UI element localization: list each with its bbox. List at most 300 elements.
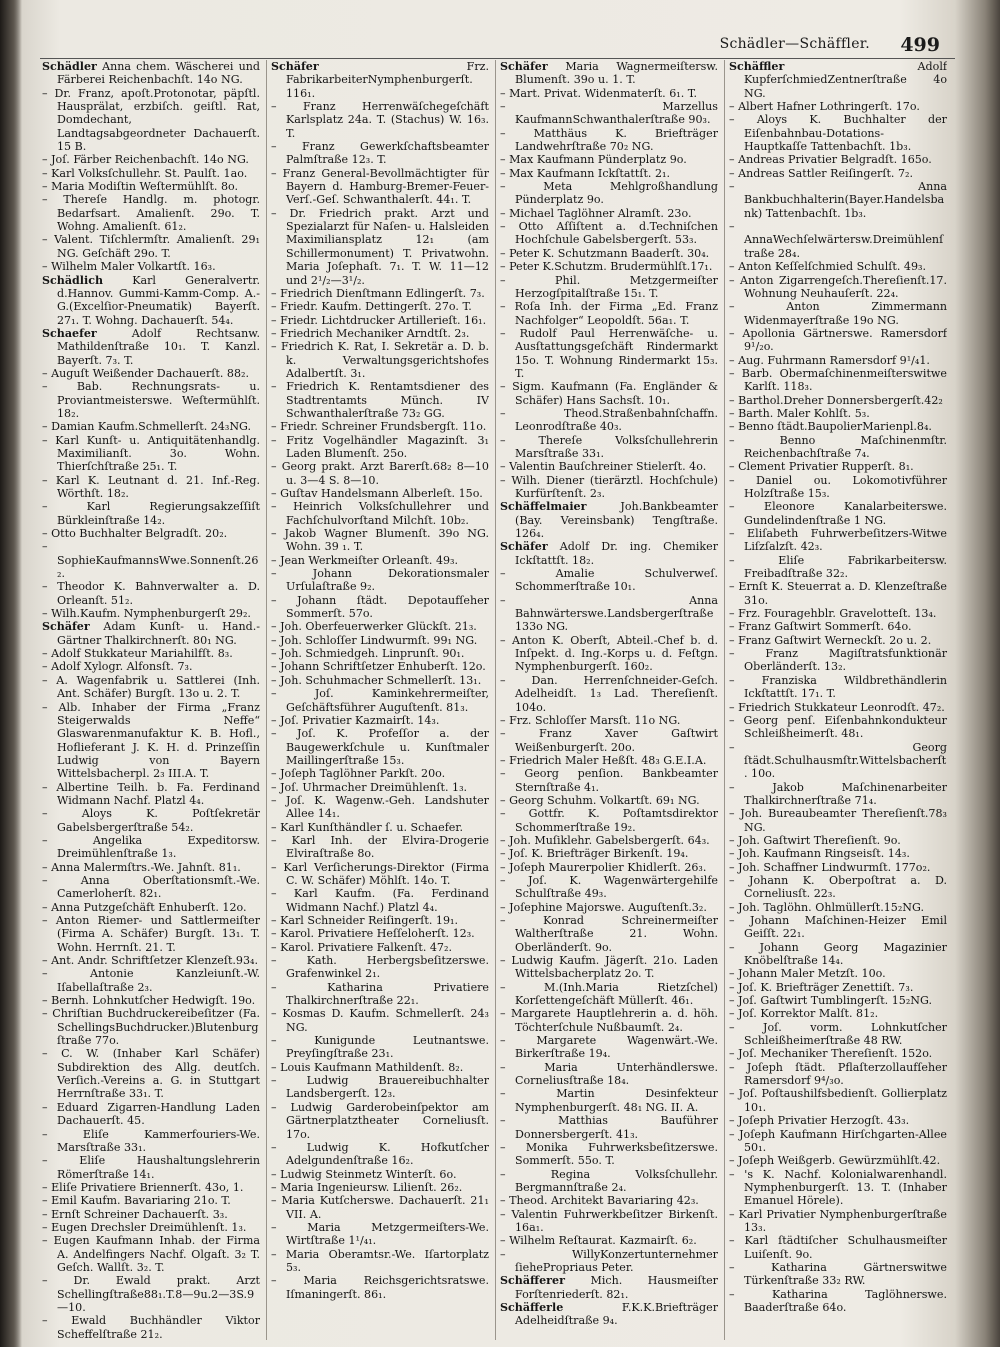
directory-entry: [271, 567, 489, 594]
entry-text: – Dr. Friedrich prakt. Arzt und Spezialarzt für Naſen- u. Halsleiden Maximiliansplatz 12₁ (am Schillermonument) T. Privatwohn. Maria Joſephaſt. 7₁. T. W. 11—12 und 2¹/₂—3¹/₂.: [271, 206, 489, 287]
directory-entry: [500, 1168, 718, 1195]
directory-entry: [271, 554, 489, 567]
directory-entry: [500, 834, 718, 847]
directory-entry: [729, 847, 947, 860]
entry-text: Adolf KupferſchmiedZentnerſtraße 4o NG.: [744, 60, 947, 100]
directory-entry: [42, 647, 260, 660]
directory-entry: [729, 1168, 947, 1208]
directory-entry: [500, 794, 718, 807]
entry-text: – Georg Schuhm. Volkartſt. 69₁ NG.: [500, 793, 700, 807]
entry-text: – Angelika Expeditorsw. Dreimühlenſtraße 1₃.: [42, 833, 260, 861]
entry-text: – WillyKonzertunternehmer ſiehePropriaus Peter.: [500, 1247, 718, 1274]
entry-text: – Michael Taglöhner Alramſt. 23o.: [500, 206, 692, 220]
directory-entry: [729, 701, 947, 714]
entry-text: – Joſeph Privatier Herzogſt. 43₃.: [729, 1114, 910, 1128]
directory-entry: [42, 1128, 260, 1155]
directory-entry: [500, 1114, 718, 1141]
directory-entry: [271, 1101, 489, 1141]
entry-text: – Clement Privatier Rupperſt. 8₁.: [729, 460, 914, 474]
directory-entry: [729, 434, 947, 461]
directory-entry: [42, 914, 260, 954]
entry-text: – Eugen Drechsler Dreimühlenſt. 1₃.: [42, 1220, 247, 1234]
entry-text: – Karl Privatier Nymphenburgerſtraße 13₃.: [729, 1207, 947, 1234]
directory-entry: [271, 781, 489, 794]
directory-entry: [271, 60, 489, 100]
directory-entry: [500, 167, 718, 180]
entry-text: – Maria Modiſtin Weſtermühlſt. 8o.: [42, 180, 239, 194]
entry-text: – Andreas Privatier Belgradſt. 165o.: [729, 153, 932, 167]
directory-entry: [729, 981, 947, 994]
entry-text: – Daniel ou. Lokomotivführer Holzſtraße 15₃.: [729, 473, 947, 500]
entry-text: – Johann Georg Magazinier Knöbelſtraße 14₄.: [729, 940, 947, 968]
entry-text: – Joh. Schloſſer Lindwurmſt. 99₁ NG.: [271, 633, 478, 647]
entry-text: – Joſ. Färber Reichenbachſt. 14o NG.: [42, 153, 249, 167]
column-4: [724, 60, 947, 1340]
directory-entry: [729, 1047, 947, 1060]
directory-entry: [729, 220, 947, 260]
entry-text: – Karl Kunſt- u. Antiquitätenhandlg. Maximilianſt. 3o. Wohn. Thierſchſtraße 25₁. T.: [42, 433, 260, 474]
directory-entry: [271, 1007, 489, 1034]
entry-text: – Karl Regierungsakzeſſiſt Bürkleinſtraße 14₂.: [42, 500, 260, 527]
entry-text: – Joſeph Taglöhner Parkſt. 20o.: [271, 767, 446, 781]
entry-text: – Joh. Schmiedgeh. Linprunſt. 90₁.: [271, 647, 465, 661]
directory-entry: [729, 527, 947, 554]
directory-entry: [729, 167, 947, 180]
directory-entry: [729, 580, 947, 607]
surname-heading: Schäfer: [500, 540, 548, 554]
entry-text: – Matthäus K. Briefträger Landwehrſtraße 70₂ NG.: [500, 126, 718, 154]
entry-text: – Adolf Xylogr. Alfonsſt. 7₃.: [42, 660, 193, 674]
directory-entry: [271, 527, 489, 554]
directory-entry: [42, 87, 260, 154]
entry-text: – Eliſabeth Fuhrwerbeſitzers-Witwe Liſzſalzſt. 42₃.: [729, 527, 947, 554]
directory-entry: [42, 607, 260, 620]
entry-text: – Roſa Inh. der Firma „Ed. Franz Nachfolger“ Leopoldſt. 56a₁. T.: [500, 300, 718, 327]
entry-text: – Joſ. Mechaniker Thereſienſt. 152o.: [729, 1047, 933, 1061]
entry-text: – Karl Inh. der Elvira-Drogerie Elviraſtraße 8o.: [271, 833, 489, 861]
directory-entry: [729, 1234, 947, 1261]
directory-entry: [729, 714, 947, 741]
directory-entry: [271, 300, 489, 313]
directory-entry: [271, 981, 489, 1008]
entry-text: – Friedr. Kaufm. Dettingerſt. 27o. T.: [271, 300, 472, 314]
directory-entry: [271, 1181, 489, 1194]
directory-entry: [42, 274, 260, 327]
entry-text: – Joſeph ſtädt. Pflaſterzollaufſeher Ramersdorf 9⁴/₃o.: [729, 1060, 947, 1088]
entry-text: – Anna Oberſtationsmſt.-We. Camerloherſt. 82₁.: [42, 873, 260, 901]
header-rule: [40, 58, 955, 59]
entry-text: – Jean Werkmeiſter Orleanſt. 49₃.: [271, 553, 459, 567]
entry-text: – Barthol.Dreher Donnersbergerſt.42₂: [729, 393, 943, 407]
entry-text: – Theod.Straßenbahnſchaffn. Leonrodſtraße 40₃.: [500, 406, 718, 434]
directory-entry: [42, 434, 260, 474]
entry-text: – Meta Mehlgroßhandlung Pünderplatz 9o.: [500, 180, 718, 207]
entry-text: – Barth. Maler Kohlſt. 5₃.: [729, 406, 870, 420]
directory-entry: [271, 821, 489, 834]
directory-entry: [42, 1181, 260, 1194]
directory-entry: [500, 474, 718, 501]
entry-text: – 's K. Nachf. Kolonialwarenhandl. Nymphenburgerſt. 13. T. (Inhaber Emanuel Hörele).: [729, 1167, 947, 1208]
directory-entry: [271, 594, 489, 621]
entry-text: – Maria Unterhändlerswe. Corneliusſtraße 18₄.: [500, 1060, 718, 1088]
entry-text: – Friedrich K. Rat, I. Sekretär a. D. b. k. Verwaltungsgerichtshofes Adalbertſt. 3₁.: [271, 340, 489, 380]
directory-entry: [42, 781, 260, 808]
directory-entry: [729, 634, 947, 647]
directory-entry: [42, 1314, 260, 1340]
entry-text: – Eliſe Privatiere Briennerſt. 43o, 1.: [42, 1180, 244, 1194]
directory-entry: [42, 380, 260, 420]
directory-entry: [271, 634, 489, 647]
directory-entry: [271, 420, 489, 433]
running-title: Schädler—Schäffler.: [719, 36, 870, 52]
entry-text: – Maria Reichsgerichtsratswe. Iſmaningerſt. 86₁.: [271, 1274, 489, 1301]
entry-text: – Georg prakt. Arzt Barerſt.68₂ 8—10 u. 3—4 S. 8—10.: [271, 460, 489, 487]
entry-text: – Karl K. Leutnant d. 21. Inf.-Reg. Wörthſt. 18₂.: [42, 473, 260, 500]
entry-text: – Franz Herrenwäſchegeſchäft Karlsplatz 24a. T. (Stachus) W. 16₃. T.: [271, 100, 489, 140]
entry-text: – Louis Kaufmann Mathildenſt. 8₂.: [271, 1060, 464, 1074]
directory-entry: [500, 1301, 718, 1328]
entry-text: – Max Kaufmann Pünderplatz 9o.: [500, 153, 687, 167]
directory-entry: [729, 834, 947, 847]
directory-entry: [729, 113, 947, 153]
entry-text: – Joſeph Kaufmann Hirſchgarten-Allee 50₁.: [729, 1127, 947, 1154]
directory-entry: [42, 1194, 260, 1207]
entry-text: – Thereſe Handlg. m. photogr. Bedarfsart. Amalienſt. 29o. T. Wohng. Amalienſt. 61₂.: [42, 193, 260, 234]
entry-text: Adam Kunſt- u. Hand.-Gärtner Thalkirchnerſt. 80₁ NG.: [57, 620, 260, 647]
entry-text: – Peter K. Schutzmann Baaderſt. 30₄.: [500, 246, 710, 260]
directory-entry: [729, 1114, 947, 1127]
entry-text: Maria Wagnermeiſtersw. Blumenſt. 39o u. 1. T.: [515, 60, 718, 87]
directory-entry: [271, 340, 489, 380]
directory-entry: [500, 727, 718, 754]
directory-entry: [729, 1061, 947, 1088]
entry-text: – Joh. Schuhmacher Schmellerſt. 13₁.: [271, 673, 482, 687]
entry-text: – Jakob Maſchinenarbeiter Thalkirchnerſtraße 71₄.: [729, 780, 947, 807]
book-gutter: [0, 0, 22, 1347]
entry-text: – Joſ. K. Briefträger Zenettiſt. 7₃.: [729, 980, 914, 994]
entry-text: – Johann Maſchinen-Heizer Emil Geiſſt. 22₁.: [729, 914, 947, 941]
directory-entry: [271, 714, 489, 727]
entry-text: – Johann Schriftſetzer Enhuberſt. 12o.: [271, 660, 486, 674]
directory-entry: [271, 660, 489, 673]
directory-entry: [42, 861, 260, 874]
directory-entry: [500, 540, 718, 567]
entry-text: – Benno Maſchinenmſtr. Reichenbachſtraße 7₄.: [729, 433, 947, 460]
entry-text: – Amalie Schulverweſ. Schommerſtraße 10₁.: [500, 567, 718, 594]
entry-text: – Joſ. vorm. Lohnkutſcher Schleißheimerſtraße 48 RW.: [729, 1020, 947, 1048]
entry-text: Adolf Dr. ing. Chemiker Ickſtattſt. 18₂.: [515, 540, 718, 567]
entry-text: – Valent. Tiſchlermſtr. Amalienſt. 29₁ NG. Geſchäft 29o. T.: [42, 233, 260, 260]
directory-entry: [42, 1101, 260, 1128]
directory-entry: [42, 674, 260, 701]
directory-entry: [271, 314, 489, 327]
entry-text: – Otto Buchhalter Belgradſt. 20₂.: [42, 527, 228, 541]
entry-text: – Ernſt K. Steuerrat a. D. Klenzeſtraße 31o.: [729, 580, 947, 607]
directory-entry: [729, 474, 947, 501]
entry-text: – Sigm. Kaufmann (Fa. Engländer & Schäfer) Hans Sachsſt. 10₁.: [500, 380, 718, 407]
directory-entry: [42, 193, 260, 233]
entry-text: – Adolf Stukkateur Mariahilfſt. 8₃.: [42, 647, 233, 661]
directory-entry: [500, 327, 718, 380]
directory-entry: [729, 274, 947, 301]
directory-entry: [271, 100, 489, 140]
entry-text: – Karl Volksſchullehr. St. Paulſt. 1ao.: [42, 166, 248, 180]
entry-text: – Aloys K. Poſtſekretär Gabelsbergerſtraße 54₂.: [42, 807, 260, 834]
entry-text: – Georg ſtädt.Schulhausmſtr.Wittelsbacherſt. 10o.: [729, 740, 947, 781]
directory-entry: [500, 981, 718, 1008]
directory-entry: [271, 1074, 489, 1101]
entry-text: – Joſ. Uhrmacher Dreimühlenſt. 1₃.: [271, 780, 468, 794]
directory-entry: [42, 1154, 260, 1181]
directory-entry: [42, 527, 260, 540]
directory-entry: [500, 567, 718, 594]
directory-entry: [729, 741, 947, 781]
directory-entry: [729, 367, 947, 394]
directory-entry: [42, 954, 260, 967]
directory-entry: [500, 300, 718, 327]
directory-entry: [729, 300, 947, 327]
directory-entry: [500, 207, 718, 220]
entry-text: – Gottfr. K. Poſtamtsdirektor Schommerſtraße 19₂.: [500, 807, 718, 834]
directory-entry: [42, 180, 260, 193]
directory-entry: [729, 1208, 947, 1235]
directory-entry: [729, 914, 947, 941]
directory-entry: [42, 1047, 260, 1100]
directory-entry: [42, 1234, 260, 1274]
directory-entry: [42, 153, 260, 166]
directory-entry: [500, 407, 718, 434]
directory-entry: [729, 554, 947, 581]
entry-text: – Anna Malermſtrs.-We. Jahnſt. 81₁.: [42, 860, 241, 874]
directory-entry: [500, 153, 718, 166]
directory-entry: [729, 807, 947, 834]
entry-text: – Martin Desinfekteur Nymphenburgerſt. 48₁ NG. II. A.: [500, 1087, 718, 1114]
entry-text: – Anton Zimmermann Widenmayerſtraße 19o NG.: [729, 300, 947, 327]
directory-entry: [729, 1154, 947, 1167]
entry-text: – Franz Gewerkſchaftsbeamter Palmſtraße 12₃. T.: [271, 140, 489, 167]
directory-entry: [271, 487, 489, 500]
directory-entry: [729, 394, 947, 407]
entry-text: – Anton K. Oberſt, Abteil.-Chef b. d. Inſpekt. d. Ing.-Korps u. d. Feſtgn. Nymphenburgerſt. 160₂.: [500, 633, 718, 674]
directory-entry: [500, 87, 718, 100]
directory-entry: [729, 460, 947, 473]
entry-text: – Joh. Gaſtwirt Thereſienſt. 9o.: [729, 833, 901, 847]
entry-text: – Maria Oberamtsr.-We. Iſartorplatz 5₃.: [271, 1247, 489, 1274]
entry-text: – Johann Dekorationsmaler Urſulaſtraße 9₂.: [271, 567, 489, 594]
entry-text: – Aug. Fuhrmann Ramersdorf 9¹/₄1.: [729, 353, 930, 367]
entry-text: – Alb. Inhaber der Firma „Franz Steigerwalds Neffe“ Glaswarenmanufaktur K. B. Hofl., Hoflieferant J. K. H. d. Prinzeſſin Ludwig von Bayern Wittelsbacherpl. 2₃ III.A. T.: [42, 700, 260, 781]
directory-entry: [500, 460, 718, 473]
surname-heading: Schäfer: [500, 60, 548, 73]
surname-heading: Schäfer: [271, 60, 319, 73]
entry-text: – Georg penſ. Eiſenbahnkondukteur Schleißheimerſt. 48₁.: [729, 713, 947, 741]
entry-text: – Friedr. Schreiner Frundsbergſt. 11o.: [271, 420, 487, 434]
entry-text: – Johann Maler Metzſt. 10o.: [729, 967, 886, 981]
entry-text: – Aloys K. Buchhalter der Eiſenbahnbau-Dotations-Hauptkaſſe Tattenbachſt. 1b₃.: [729, 113, 947, 154]
entry-text: Frz. FabrikarbeiterNymphenburgerſt. 116₁.: [286, 60, 489, 100]
entry-text: – Karl Verſicherungs-Direktor (Firma C. W. Schäfer) Möhlſt. 14o. T.: [271, 860, 489, 887]
directory-columns: [42, 60, 947, 1340]
entry-text: – Barb. Obermaſchinenmeiſterswitwe Karlſt. 118₃.: [729, 366, 947, 394]
directory-entry: [500, 260, 718, 273]
entry-text: – Joh. Muſiklehr. Gabelsbergerſt. 64₃.: [500, 833, 710, 847]
directory-entry: [500, 874, 718, 901]
directory-entry: [500, 1274, 718, 1301]
directory-entry: [500, 807, 718, 834]
directory-entry: [729, 874, 947, 901]
entry-text: F.K.K.Briefträger Adelheidſtraße 9₄.: [515, 1300, 718, 1328]
directory-entry: [729, 620, 947, 633]
directory-entry: [500, 674, 718, 714]
directory-entry: [42, 1221, 260, 1234]
entry-text: – Joſ. K. Briefträger Birkenſt. 19₄.: [500, 847, 689, 861]
directory-entry: [42, 660, 260, 673]
directory-entry: [500, 714, 718, 727]
page-header: [40, 34, 940, 56]
directory-entry: [42, 233, 260, 260]
entry-text: – Friedrich Mechaniker Arndtſt. 2₃.: [271, 326, 470, 340]
entry-text: – Joſ. Poſtaushilfsbedienſt. Gollierplatz 10₁.: [729, 1087, 947, 1114]
directory-entry: [500, 767, 718, 794]
entry-text: – Joſ. K. Profeſſor a. der Baugewerkſchule u. Kunſtmaler Maillingerſtraße 15₃.: [271, 727, 489, 767]
directory-entry: [42, 967, 260, 994]
directory-entry: [500, 274, 718, 301]
directory-entry: [271, 620, 489, 633]
directory-entry: [500, 861, 718, 874]
entry-text: – Margarete Hauptlehrerin a. d. höh. Töchterſchule Nußbaumſt. 2₄.: [500, 1007, 718, 1034]
entry-text: – Ant. Andr. Schriftſetzer Klenzeſt.93₄.: [42, 954, 259, 968]
entry-text: – Ludwig Kaufm. Jägerſt. 21o. Laden Wittelsbacherplatz 2o. T.: [500, 954, 718, 981]
entry-text: – Friedrich Maler Heßſt. 48₃ G.E.I.A.: [500, 753, 707, 767]
entry-text: – Bernh. Lohnkutſcher Hedwigſt. 19o.: [42, 994, 256, 1008]
entry-text: – Karol. Privatiere Heſſeloherſt. 12₃.: [271, 927, 475, 941]
directory-entry: [271, 927, 489, 940]
entry-text: – Ludwig K. Hofkutſcher Adelgundenſtraße 16₂.: [271, 1140, 489, 1168]
directory-entry: [500, 914, 718, 954]
surname-heading: Schäfferer: [500, 1274, 565, 1288]
entry-text: – Joſ. Gaſtwirt Tumblingerſt. 15₂NG.: [729, 994, 932, 1008]
directory-entry: [42, 474, 260, 501]
directory-entry: [500, 100, 718, 127]
directory-entry: [271, 687, 489, 714]
entry-text: – Friedrich K. Rentamtsdiener des Stadtrentamts Münch. IV Schwanthalerſtraße 73₂ GG.: [271, 380, 489, 420]
entry-text: – Peter K.Schutzm. Brudermühlſt.17₁.: [500, 260, 713, 274]
entry-text: – Ewald Buchhändler Viktor Scheffelſtraße 21₂.: [42, 1314, 260, 1340]
directory-entry: [729, 260, 947, 273]
entry-text: – Joſ. K. Wagenwärtergehilfe Schulſtraße 49₃.: [500, 873, 718, 901]
directory-entry: [42, 901, 260, 914]
directory-entry: [500, 1208, 718, 1235]
directory-entry: [42, 420, 260, 433]
entry-text: – Friedrich Stukkateur Leonrodſt. 47₂.: [729, 700, 945, 714]
directory-entry: [729, 1128, 947, 1155]
directory-entry: [271, 941, 489, 954]
directory-entry: [729, 1261, 947, 1288]
directory-entry: [500, 754, 718, 767]
entry-text: – Katharina Taglöhnerswe. Baaderſtraße 64o.: [729, 1287, 947, 1314]
directory-entry: [271, 861, 489, 888]
entry-text: – Katharina Gärtnerswitwe Türkenſtraße 33₂ RW.: [729, 1260, 947, 1288]
directory-entry: [42, 834, 260, 861]
surname-heading: Schäfer: [42, 620, 90, 634]
entry-text: – Damian Kaufm.Schmellerſt. 24₃NG.: [42, 420, 252, 434]
directory-entry: [729, 354, 947, 367]
directory-entry: [500, 500, 718, 540]
column-1: [42, 60, 260, 1340]
entry-text: – Anton Riemer- und Sattlermeiſter (Firma A. Schäfer) Burgſt. 13₁. T. Wohn. Herrnſt. 21. T.: [42, 914, 260, 954]
entry-text: – Frz. Schloſſer Marsſt. 11o NG.: [500, 713, 681, 727]
entry-text: – Chriſtian Buchdruckereibeſitzer (Fa. SchellingsBuchdrucker.)Blutenburgſtraße 77o.: [42, 1007, 260, 1048]
entry-text: – Joſ. Privatier Kazmairſt. 14₃.: [271, 713, 440, 727]
entry-text: Joh.Bankbeamter (Bay. Vereinsbank) Tengſtraße. 126₄.: [515, 500, 718, 541]
directory-entry: [42, 540, 260, 580]
entry-text: – Fritz Vogelhändler Magazinſt. 3₁ Laden Blumenſt. 25o.: [271, 433, 489, 460]
entry-text: – Apollonia Gärtnerswe. Ramersdorf 9¹/₂o.: [729, 326, 947, 354]
directory-entry: [500, 434, 718, 461]
entry-text: – Joh. Kaufmann Ringseisſt. 14₃.: [729, 847, 910, 861]
directory-entry: [271, 887, 489, 914]
directory-entry: [729, 607, 947, 620]
directory-entry: [271, 327, 489, 340]
entry-text: – Joſeph Maurerpolier Khidlerſt. 26₃.: [500, 860, 707, 874]
directory-entry: [42, 701, 260, 781]
directory-entry: [42, 167, 260, 180]
entry-text: – Albertine Teilh. b. Fa. Ferdinand Widmann Nachf. Platzl 4₄.: [42, 780, 260, 807]
directory-entry: [729, 100, 947, 113]
entry-text: – Valentin Fuhrwerkbeſitzer Birkenſt. 16a₁.: [500, 1207, 718, 1234]
directory-entry: [500, 634, 718, 674]
entry-text: – Franz Gaſtwirt Sommerſt. 64o.: [729, 620, 912, 634]
entry-text: – C. W. (Inhaber Karl Schäfer) Subdirektion des Allg. deutſch. Verſich.-Vereins a. G. in Stuttgart Herrnſtraße 33₁. T.: [42, 1047, 260, 1101]
directory-entry: [500, 1194, 718, 1207]
directory-entry: [500, 60, 718, 87]
entry-text: – Antonie Kanzleiunſt.-W. Iſabellaſtraße 2₃.: [42, 967, 260, 994]
entry-text: – Monika Fuhrwerksbeſitzerswe. Sommerſt. 55o. T.: [500, 1140, 718, 1168]
directory-entry: [500, 180, 718, 207]
entry-text: – Kunigunde Leutnantswe. Preyſingſtraße 23₁.: [271, 1034, 489, 1061]
directory-entry: [729, 1288, 947, 1315]
directory-entry: [271, 1248, 489, 1275]
directory-entry: [729, 967, 947, 980]
entry-text: – Rudolf Paul Herrenwäſche- u. Ausſtattungsgeſchäft Rindermarkt 15o. T. Wohnung Rindermarkt 15₃. T.: [500, 326, 718, 380]
directory-entry: [500, 847, 718, 860]
entry-text: – Theod. Architekt Bavariaring 42₃.: [500, 1194, 699, 1208]
directory-entry: [271, 1034, 489, 1061]
directory-entry: [500, 1034, 718, 1061]
entry-text: – Emil Kaufm. Bavariaring 21o. T.: [42, 1194, 231, 1208]
surname-heading: Schaefer: [42, 326, 97, 340]
directory-entry: [729, 994, 947, 1007]
entry-text: – Karol. Privatiere Falkenſt. 47₂.: [271, 940, 452, 954]
entry-text: – Friedrich Dienſtmann Edlingerſt. 7₃.: [271, 286, 485, 300]
directory-entry: [729, 941, 947, 968]
entry-text: – Eliſe Kammerfouriers-We. Marsſtraße 33₁.: [42, 1127, 260, 1154]
entry-text: – Dr. Ewald prakt. Arzt Schellingſtraße88₁.T.8—9u.2—3S.9—10.: [42, 1274, 260, 1314]
entry-text: – Maria Metzgermeiſters-We. Wirtſtraße 1¹/₄₁.: [271, 1220, 489, 1248]
entry-text: – Karl Schneider Reiſingerſt. 19₁.: [271, 914, 459, 927]
directory-entry: [500, 1061, 718, 1088]
surname-heading: Schäffelmaier: [500, 500, 587, 514]
entry-text: – Dan. Herrenſchneider-Geſch. Adelheidſt. 1₃ Lad. Thereſienſt. 104o.: [500, 673, 718, 714]
entry-text: – Friedr. Lichtdrucker Artillerieſt. 16₁.: [271, 313, 487, 327]
entry-text: – Maria Kutſcherswe. Dachauerſt. 21₁ VII. A.: [271, 1194, 489, 1221]
entry-text: – Frz. Fouragehblr. Gravelotteſt. 13₄.: [729, 607, 937, 621]
entry-text: – Ernſt Schreiner Dachauerſt. 3₃.: [42, 1207, 228, 1221]
entry-text: – Jakob Wagner Blumenſt. 39o NG. Wohn. 39 ₁. T.: [271, 527, 489, 554]
entry-text: – Matthias Bauführer Donnersbergerſt. 41₃.: [500, 1114, 718, 1141]
directory-entry: [729, 901, 947, 914]
directory-entry: [271, 380, 489, 420]
